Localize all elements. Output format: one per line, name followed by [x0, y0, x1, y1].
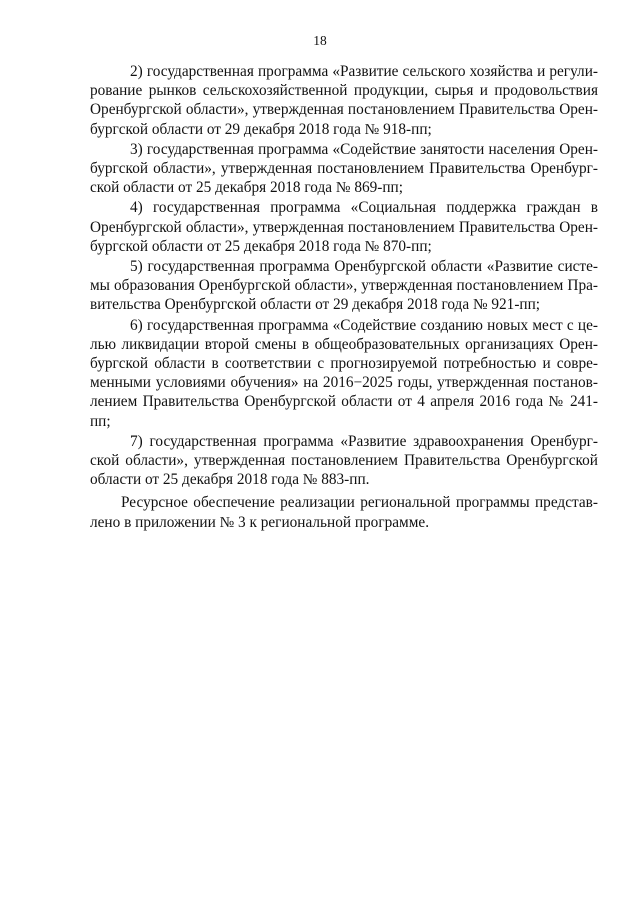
program-item-6: 6) государственная программа «Содействие созданию новых мест с целью ликвидации второй смены в общеобразовательных организациях Оренбургской области в соответствии с прогнозируемой потребностью и современными условиями обучения» на 2016−2025 годы, утвержденная постановлением Правительства Оренбургской области от 4 апреля 2016 года № 241-пп; [90, 316, 598, 430]
program-item-3: 3) государственная программа «Содействие занятости населения Оренбургской области», утвержденная постановлением Правительства Оренбургской области от 25 декабря 2018 года № 869-пп; [90, 140, 598, 197]
program-item-4: 4) государственная программа «Социальная поддержка граждан в Оренбургской области», утвержденная постановлением Правительства Оренбургской области от 25 декабря 2018 года № 870-пп; [90, 199, 598, 255]
document-body [90, 62, 598, 533]
page-number: 18 [313, 33, 327, 48]
program-item-2: 2) государственная программа «Развитие сельского хозяйства и регулирование рынков сельскохозяйственной продукции, сырья и продовольствия Оренбургской области», утвержденная постановлением Правительства Оренбургской области от 29 декабря 2018 года № 918-пп; [90, 63, 598, 138]
program-item-5: 5) государственная программа Оренбургской области «Развитие системы образования Оренбургской области», утвержденная постановлением Правительства Оренбургской области от 29 декабря 2018 года № 921-пп; [90, 258, 598, 314]
resource-provision-paragraph: Ресурсное обеспечение реализации региональной программы представлено в приложении № 3 к региональной программе. [90, 494, 598, 531]
program-item-7: 7) государственная программа «Развитие здравоохранения Оренбургской области», утвержденная постановлением Правительства Оренбургской области от 25 декабря 2018 года № 883-пп. [90, 432, 598, 489]
